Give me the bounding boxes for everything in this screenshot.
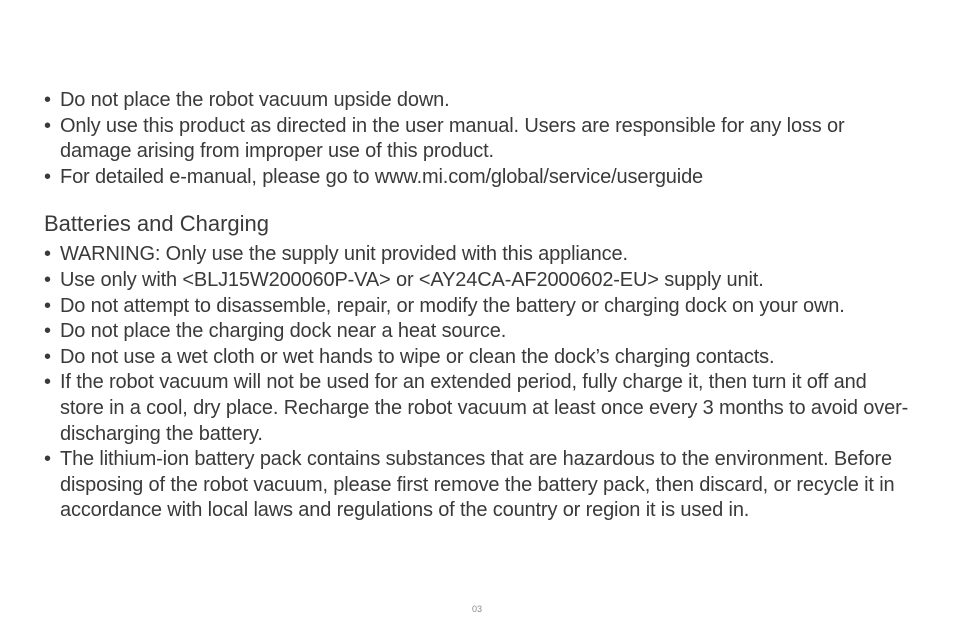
section-heading-batteries: Batteries and Charging (44, 211, 270, 237)
list-item: • Do not place the charging dock near a heat source. (44, 319, 914, 345)
batteries-charging-list (44, 242, 914, 524)
list-item: • Do not attempt to disassemble, repair, or modify the battery or charging dock on your own. (44, 294, 914, 320)
list-item: • Use only with <BLJ15W200060P-VA> or <AY24CA-AF2000602-EU> supply unit. (44, 268, 914, 294)
list-item: • For detailed e-manual, please go to www.mi.com/global/service/userguide (44, 165, 914, 191)
list-item: • WARNING: Only use the supply unit provided with this appliance. (44, 242, 914, 268)
list-item: • Only use this product as directed in the user manual. Users are responsible for any loss or damage arising from improper use of this product. (44, 114, 914, 165)
list-item: • The lithium-ion battery pack contains substances that are hazardous to the environment. Before disposing of the robot vacuum, please first remove the battery pack, then discard, or recycle it in accordance with local laws and regulations of the country or region it is used in. (44, 447, 914, 524)
manual-page-content (44, 88, 914, 524)
list-item: • If the robot vacuum will not be used for an extended period, fully charge it, then turn it off and store in a cool, dry place. Recharge the robot vacuum at least once every 3 months to avoid over-discharging the battery. (44, 370, 914, 447)
list-item: • Do not place the robot vacuum upside down. (44, 88, 914, 114)
page-number: 03 (471, 604, 482, 614)
list-item: • Do not use a wet cloth or wet hands to wipe or clean the dock’s charging contacts. (44, 345, 914, 371)
general-safety-list (44, 88, 914, 190)
